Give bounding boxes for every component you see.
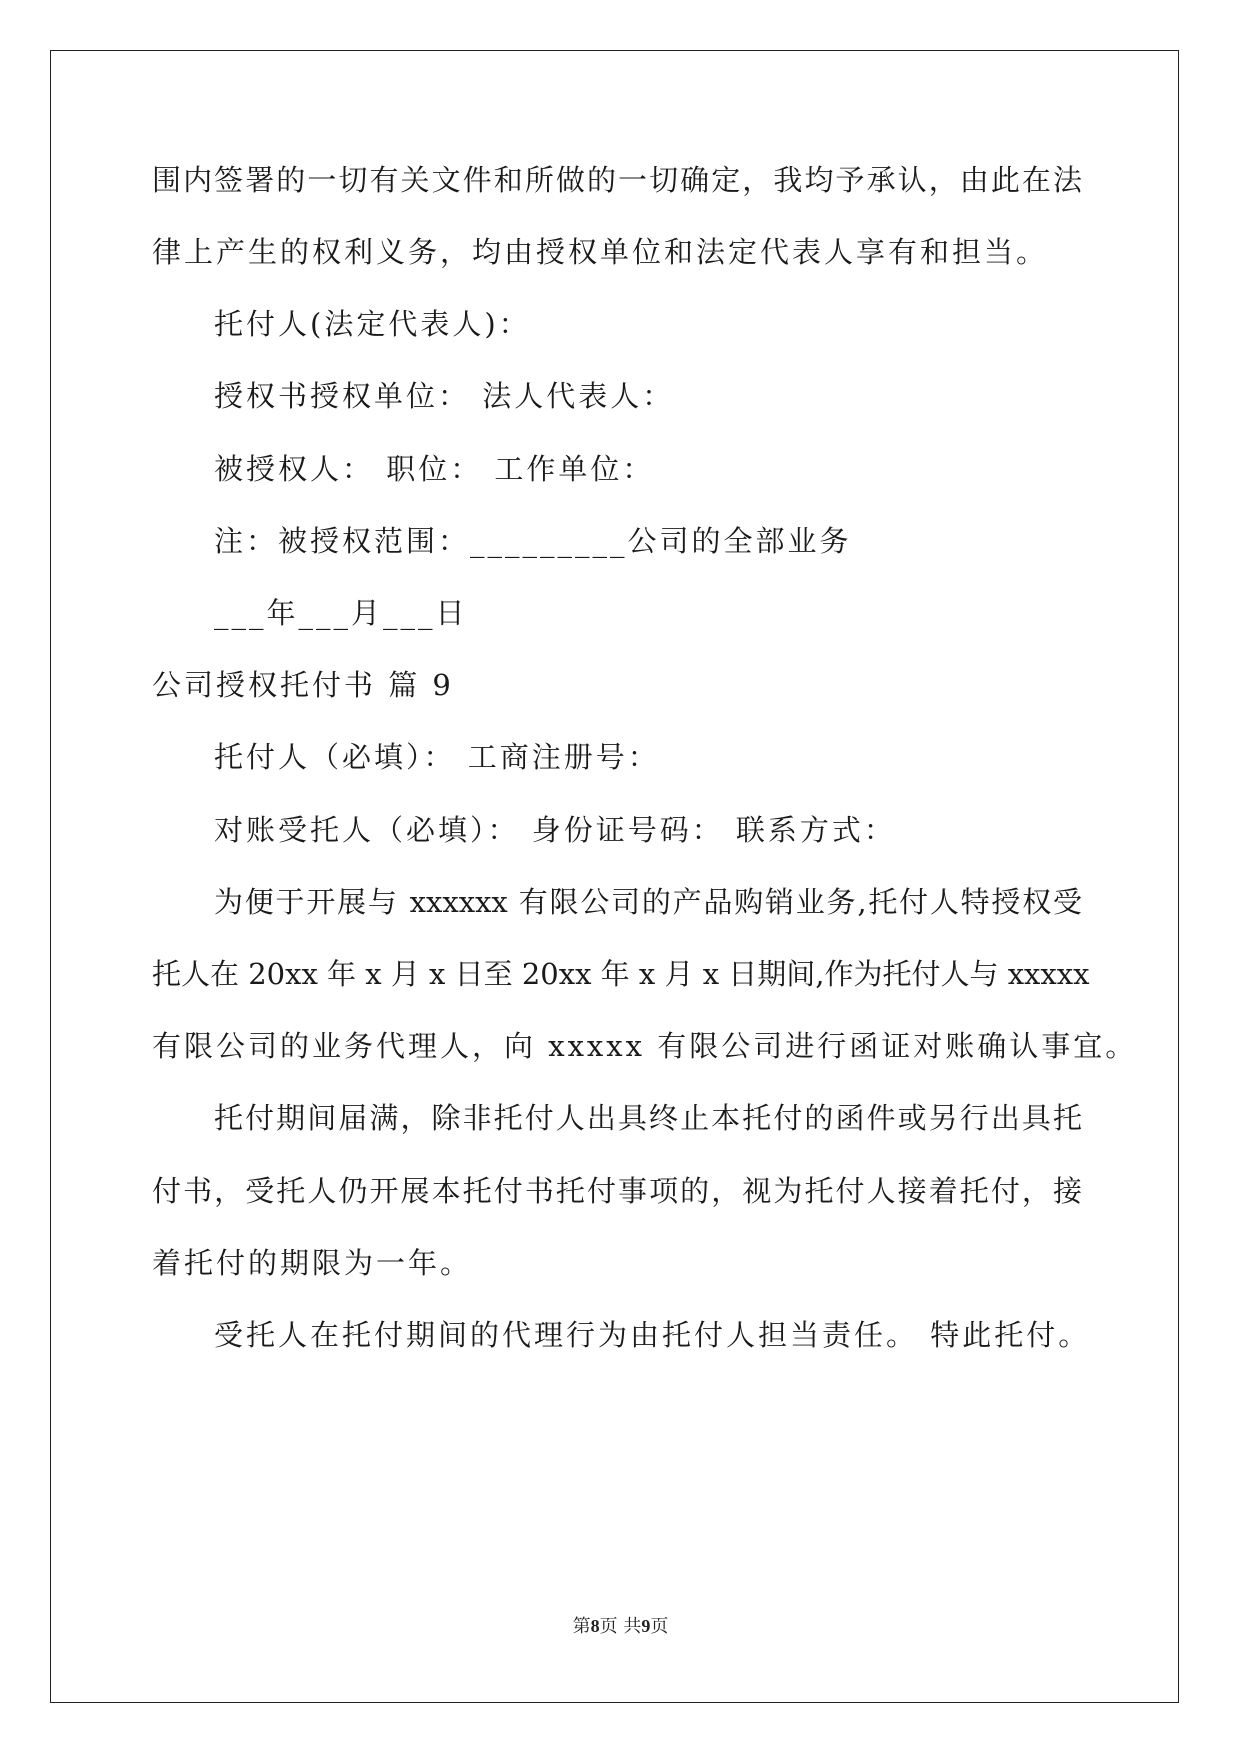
footer-prefix: 第	[572, 1616, 591, 1637]
paragraph-line-2: 律上产生的权利义务，均由授权单位和法定代表人享有和担当。	[152, 235, 1049, 269]
paragraph-line-14: 托付期间届满，除非托付人出具终止本托付的函件或另行出具托	[214, 1101, 1082, 1135]
paragraph-line-16: 着托付的期限为一年。	[152, 1246, 473, 1280]
date-blank-line: ___年___月___日	[214, 596, 468, 630]
authorization-scope-note: 注：被授权范围：_________公司的全部业务	[214, 524, 852, 558]
footer-total-pages: 9	[641, 1616, 651, 1636]
footer-page-number: 8	[590, 1616, 600, 1636]
delegator-registration-label: 托付人（必填）： 工商注册号：	[214, 740, 660, 774]
paragraph-line-17: 受托人在托付期间的代理行为由托付人担当责任。 特此托付。	[214, 1318, 1091, 1352]
paragraph-line-1: 围内签署的一切有关文件和所做的一切确定，我均予承认，由此在法	[152, 163, 1082, 197]
reconciliation-agent-label: 对账受托人（必填）： 身份证号码： 联系方式：	[214, 813, 896, 847]
footer-middle: 页 共	[599, 1616, 642, 1637]
authorizing-unit-label: 授权书授权单位： 法人代表人：	[214, 379, 675, 413]
delegator-legal-rep-label: 托付人(法定代表人)：	[214, 307, 531, 341]
authorized-person-label: 被授权人： 职位： 工作单位：	[214, 452, 655, 486]
page-footer	[0, 1614, 1241, 1639]
footer-suffix: 页	[650, 1616, 669, 1637]
paragraph-line-13: 有限公司的业务代理人，向 xxxxx 有限公司进行函证对账确认事宜。	[152, 1029, 1138, 1063]
page-border	[50, 50, 1179, 1703]
paragraph-line-11: 为便于开展与 xxxxxx 有限公司的产品购销业务,托付人特授权受	[214, 885, 1082, 919]
paragraph-line-12: 托人在 20xx 年 x 月 x 日至 20xx 年 x 月 x 日期间,作为托付人与 xxxxx	[152, 957, 1090, 991]
paragraph-line-15: 付书，受托人仍开展本托付书托付事项的，视为托付人接着托付，接	[152, 1174, 1082, 1208]
section-heading: 公司授权托付书 篇 9	[152, 668, 454, 702]
